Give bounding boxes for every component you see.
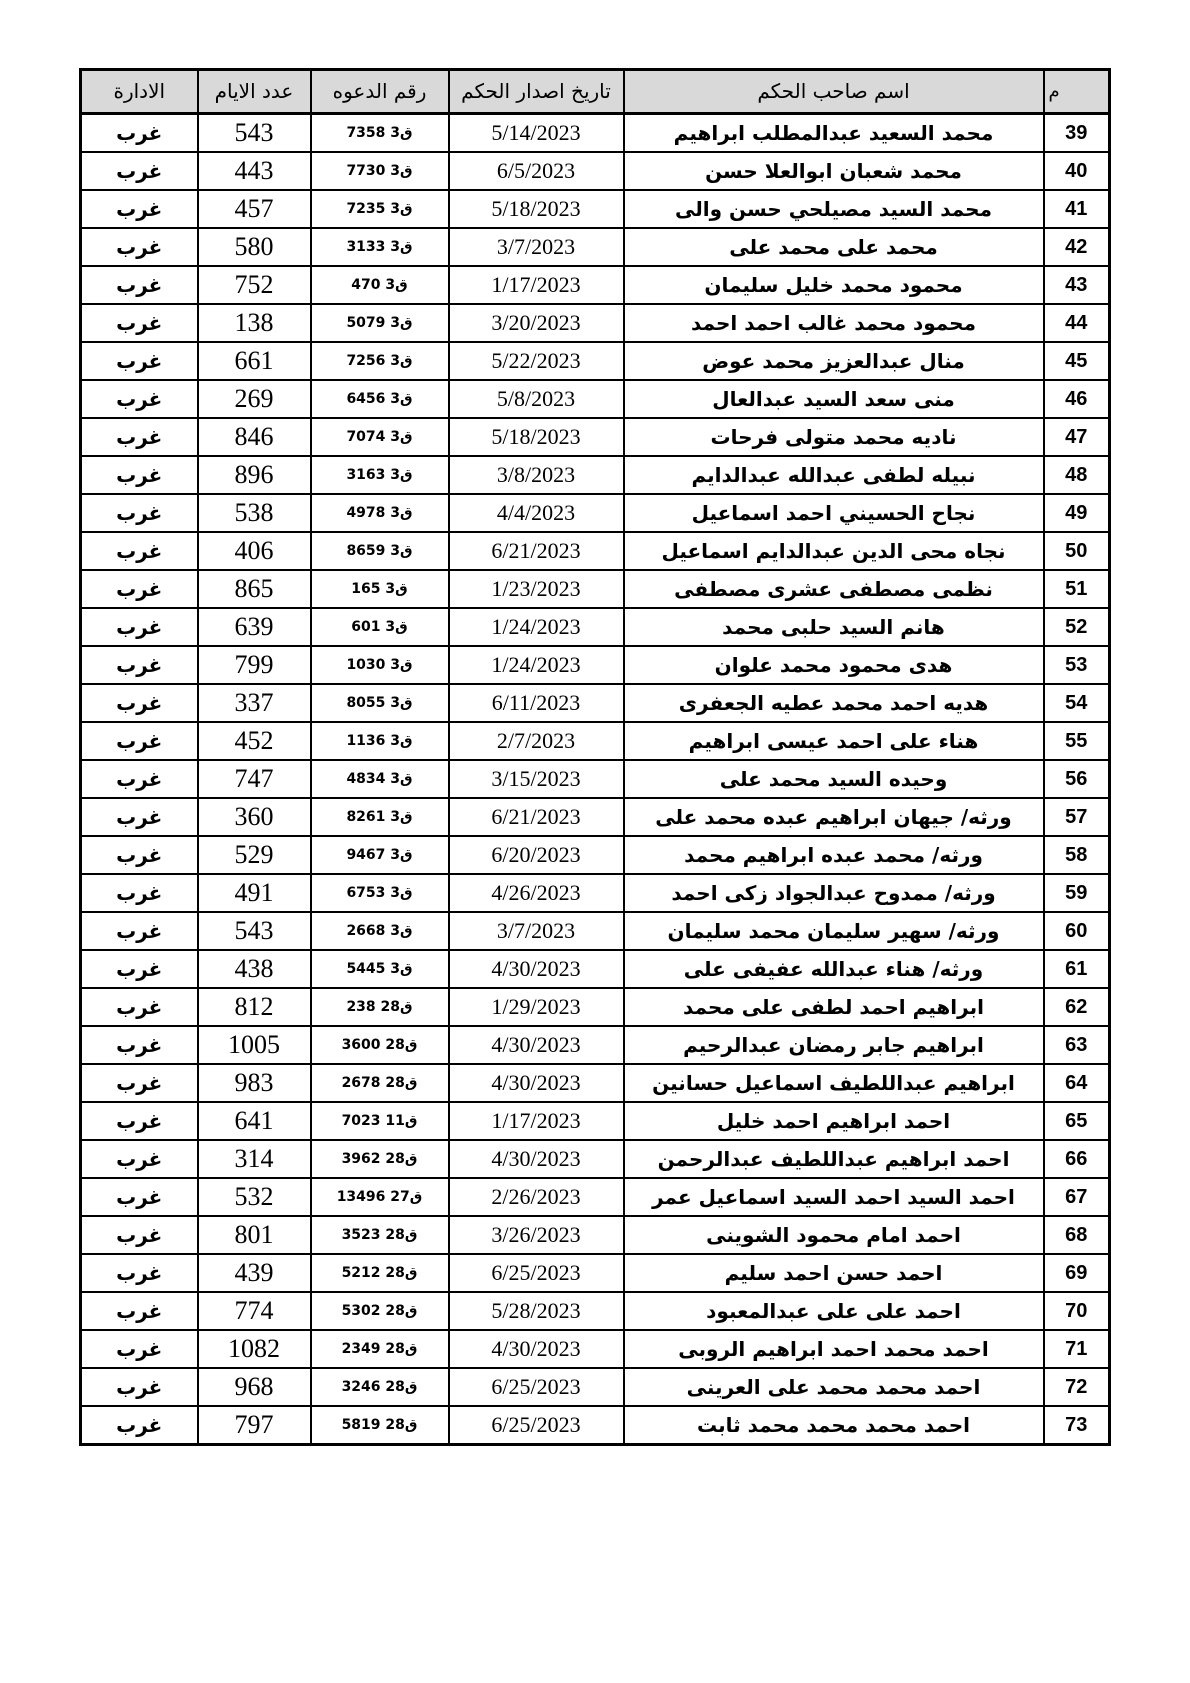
holder-name: احمد على على عبدالمعبود bbox=[624, 1292, 1044, 1330]
days-count: 491 bbox=[198, 874, 311, 912]
row-number: 44 bbox=[1044, 304, 1110, 342]
days-count: 639 bbox=[198, 608, 311, 646]
row-number: 48 bbox=[1044, 456, 1110, 494]
days-count: 406 bbox=[198, 532, 311, 570]
holder-name: نبيله لطفى عبدالله عبدالدايم bbox=[624, 456, 1044, 494]
case-number: 7256 ق3 bbox=[311, 342, 449, 380]
days-count: 438 bbox=[198, 950, 311, 988]
holder-name: منى سعد السيد عبدالعال bbox=[624, 380, 1044, 418]
holder-name: منال عبدالعزيز محمد عوض bbox=[624, 342, 1044, 380]
row-number: 73 bbox=[1044, 1406, 1110, 1445]
judgment-date: 4/30/2023 bbox=[449, 1026, 624, 1064]
holder-name: محمود محمد خليل سليمان bbox=[624, 266, 1044, 304]
holder-name: نجاح الحسيني احمد اسماعيل bbox=[624, 494, 1044, 532]
judgment-date: 5/8/2023 bbox=[449, 380, 624, 418]
holder-name: ورثه/ محمد عبده ابراهيم محمد bbox=[624, 836, 1044, 874]
judgment-date: 2/7/2023 bbox=[449, 722, 624, 760]
header-name: اسم صاحب الحكم bbox=[624, 70, 1044, 114]
table-row bbox=[81, 304, 1110, 342]
judgment-date: 1/29/2023 bbox=[449, 988, 624, 1026]
row-number: 70 bbox=[1044, 1292, 1110, 1330]
table-row bbox=[81, 494, 1110, 532]
row-number: 43 bbox=[1044, 266, 1110, 304]
table-row bbox=[81, 950, 1110, 988]
department: غرب bbox=[81, 874, 198, 912]
header-days: عدد الايام bbox=[198, 70, 311, 114]
days-count: 452 bbox=[198, 722, 311, 760]
table-row bbox=[81, 1406, 1110, 1445]
case-number: 5212 ق28 bbox=[311, 1254, 449, 1292]
row-number: 53 bbox=[1044, 646, 1110, 684]
row-number: 62 bbox=[1044, 988, 1110, 1026]
table-row bbox=[81, 1178, 1110, 1216]
judgment-date: 6/5/2023 bbox=[449, 152, 624, 190]
table-row bbox=[81, 1064, 1110, 1102]
table-row bbox=[81, 456, 1110, 494]
case-number: 7023 ق11 bbox=[311, 1102, 449, 1140]
case-number: 601 ق3 bbox=[311, 608, 449, 646]
department: غرب bbox=[81, 798, 198, 836]
row-number: 64 bbox=[1044, 1064, 1110, 1102]
holder-name: ورثه/ سهير سليمان محمد سليمان bbox=[624, 912, 1044, 950]
judgment-date: 6/25/2023 bbox=[449, 1406, 624, 1445]
judgment-date: 4/30/2023 bbox=[449, 950, 624, 988]
department: غرب bbox=[81, 722, 198, 760]
case-number: 165 ق3 bbox=[311, 570, 449, 608]
row-number: 57 bbox=[1044, 798, 1110, 836]
table-row bbox=[81, 1292, 1110, 1330]
department: غرب bbox=[81, 114, 198, 153]
days-count: 529 bbox=[198, 836, 311, 874]
row-number: 40 bbox=[1044, 152, 1110, 190]
table-row bbox=[81, 380, 1110, 418]
days-count: 747 bbox=[198, 760, 311, 798]
table-row bbox=[81, 418, 1110, 456]
department: غرب bbox=[81, 1368, 198, 1406]
department: غرب bbox=[81, 1140, 198, 1178]
department: غرب bbox=[81, 1216, 198, 1254]
holder-name: احمد ابراهيم احمد خليل bbox=[624, 1102, 1044, 1140]
days-count: 896 bbox=[198, 456, 311, 494]
department: غرب bbox=[81, 380, 198, 418]
case-number: 13496 ق27 bbox=[311, 1178, 449, 1216]
table-row bbox=[81, 1140, 1110, 1178]
holder-name: احمد ابراهيم عبداللطيف عبدالرحمن bbox=[624, 1140, 1044, 1178]
judgment-date: 5/18/2023 bbox=[449, 190, 624, 228]
holder-name: محمد على محمد على bbox=[624, 228, 1044, 266]
row-number: 42 bbox=[1044, 228, 1110, 266]
department: غرب bbox=[81, 342, 198, 380]
header-case: رقم الدعوه bbox=[311, 70, 449, 114]
row-number: 66 bbox=[1044, 1140, 1110, 1178]
case-number: 6753 ق3 bbox=[311, 874, 449, 912]
case-number: 3246 ق28 bbox=[311, 1368, 449, 1406]
table-row bbox=[81, 1026, 1110, 1064]
department: غرب bbox=[81, 190, 198, 228]
table-row bbox=[81, 1216, 1110, 1254]
table-body bbox=[81, 114, 1110, 1445]
case-number: 5819 ق28 bbox=[311, 1406, 449, 1445]
case-number: 8261 ق3 bbox=[311, 798, 449, 836]
row-number: 59 bbox=[1044, 874, 1110, 912]
days-count: 1005 bbox=[198, 1026, 311, 1064]
case-number: 7730 ق3 bbox=[311, 152, 449, 190]
case-number: 7235 ق3 bbox=[311, 190, 449, 228]
judgment-date: 6/20/2023 bbox=[449, 836, 624, 874]
holder-name: ناديه محمد متولى فرحات bbox=[624, 418, 1044, 456]
judgment-date: 6/21/2023 bbox=[449, 798, 624, 836]
row-number: 63 bbox=[1044, 1026, 1110, 1064]
row-number: 50 bbox=[1044, 532, 1110, 570]
row-number: 54 bbox=[1044, 684, 1110, 722]
case-number: 8055 ق3 bbox=[311, 684, 449, 722]
row-number: 51 bbox=[1044, 570, 1110, 608]
days-count: 812 bbox=[198, 988, 311, 1026]
holder-name: احمد حسن احمد سليم bbox=[624, 1254, 1044, 1292]
judgment-date: 1/24/2023 bbox=[449, 608, 624, 646]
judgment-date: 6/25/2023 bbox=[449, 1368, 624, 1406]
holder-name: نظمى مصطفى عشرى مصطفى bbox=[624, 570, 1044, 608]
department: غرب bbox=[81, 304, 198, 342]
judgment-date: 4/26/2023 bbox=[449, 874, 624, 912]
judgment-date: 1/17/2023 bbox=[449, 1102, 624, 1140]
row-number: 60 bbox=[1044, 912, 1110, 950]
department: غرب bbox=[81, 1292, 198, 1330]
holder-name: هانم السيد حلبى محمد bbox=[624, 608, 1044, 646]
table-header-row bbox=[81, 70, 1110, 114]
holder-name: احمد محمد محمد على العرينى bbox=[624, 1368, 1044, 1406]
days-count: 797 bbox=[198, 1406, 311, 1445]
table-row bbox=[81, 1102, 1110, 1140]
judgment-date: 1/23/2023 bbox=[449, 570, 624, 608]
case-number: 4834 ق3 bbox=[311, 760, 449, 798]
holder-name: ورثه/ ممدوح عبدالجواد زكى احمد bbox=[624, 874, 1044, 912]
days-count: 968 bbox=[198, 1368, 311, 1406]
holder-name: محمد شعبان ابوالعلا حسن bbox=[624, 152, 1044, 190]
judgment-date: 1/24/2023 bbox=[449, 646, 624, 684]
document-sheet bbox=[82, 68, 1111, 1446]
judgment-date: 5/14/2023 bbox=[449, 114, 624, 153]
case-number: 2668 ق3 bbox=[311, 912, 449, 950]
row-number: 69 bbox=[1044, 1254, 1110, 1292]
days-count: 801 bbox=[198, 1216, 311, 1254]
row-number: 72 bbox=[1044, 1368, 1110, 1406]
holder-name: احمد السيد احمد السيد اسماعيل عمر bbox=[624, 1178, 1044, 1216]
department: غرب bbox=[81, 646, 198, 684]
table-row bbox=[81, 342, 1110, 380]
days-count: 439 bbox=[198, 1254, 311, 1292]
case-number: 8659 ق3 bbox=[311, 532, 449, 570]
days-count: 1082 bbox=[198, 1330, 311, 1368]
row-number: 46 bbox=[1044, 380, 1110, 418]
judgments-table bbox=[79, 68, 1111, 1446]
table-row bbox=[81, 722, 1110, 760]
department: غرب bbox=[81, 266, 198, 304]
holder-name: احمد محمد محمد محمد ثابت bbox=[624, 1406, 1044, 1445]
department: غرب bbox=[81, 1064, 198, 1102]
judgment-date: 3/26/2023 bbox=[449, 1216, 624, 1254]
table-row bbox=[81, 760, 1110, 798]
case-number: 3962 ق28 bbox=[311, 1140, 449, 1178]
row-number: 67 bbox=[1044, 1178, 1110, 1216]
department: غرب bbox=[81, 228, 198, 266]
table-row bbox=[81, 570, 1110, 608]
department: غرب bbox=[81, 684, 198, 722]
holder-name: ورثه/ هناء عبدالله عفيفى على bbox=[624, 950, 1044, 988]
days-count: 983 bbox=[198, 1064, 311, 1102]
judgment-date: 1/17/2023 bbox=[449, 266, 624, 304]
department: غرب bbox=[81, 418, 198, 456]
days-count: 543 bbox=[198, 912, 311, 950]
table-row bbox=[81, 912, 1110, 950]
holder-name: هناء على احمد عيسى ابراهيم bbox=[624, 722, 1044, 760]
holder-name: ابراهيم عبداللطيف اسماعيل حسانين bbox=[624, 1064, 1044, 1102]
holder-name: هدى محمود محمد علوان bbox=[624, 646, 1044, 684]
table-row bbox=[81, 1368, 1110, 1406]
days-count: 846 bbox=[198, 418, 311, 456]
days-count: 543 bbox=[198, 114, 311, 153]
department: غرب bbox=[81, 1178, 198, 1216]
department: غرب bbox=[81, 570, 198, 608]
holder-name: ابراهيم جابر رمضان عبدالرحيم bbox=[624, 1026, 1044, 1064]
days-count: 641 bbox=[198, 1102, 311, 1140]
holder-name: ابراهيم احمد لطفى على محمد bbox=[624, 988, 1044, 1026]
case-number: 4978 ق3 bbox=[311, 494, 449, 532]
department: غرب bbox=[81, 836, 198, 874]
row-number: 68 bbox=[1044, 1216, 1110, 1254]
row-number: 41 bbox=[1044, 190, 1110, 228]
judgment-date: 3/15/2023 bbox=[449, 760, 624, 798]
days-count: 443 bbox=[198, 152, 311, 190]
holder-name: هديه احمد محمد عطيه الجعفرى bbox=[624, 684, 1044, 722]
department: غرب bbox=[81, 456, 198, 494]
department: غرب bbox=[81, 1026, 198, 1064]
department: غرب bbox=[81, 912, 198, 950]
case-number: 2349 ق28 bbox=[311, 1330, 449, 1368]
judgment-date: 6/11/2023 bbox=[449, 684, 624, 722]
row-number: 65 bbox=[1044, 1102, 1110, 1140]
table-row bbox=[81, 266, 1110, 304]
table-row bbox=[81, 988, 1110, 1026]
days-count: 269 bbox=[198, 380, 311, 418]
header-date: تاريخ اصدار الحكم bbox=[449, 70, 624, 114]
case-number: 3133 ق3 bbox=[311, 228, 449, 266]
department: غرب bbox=[81, 760, 198, 798]
judgment-date: 5/28/2023 bbox=[449, 1292, 624, 1330]
row-number: 52 bbox=[1044, 608, 1110, 646]
case-number: 7074 ق3 bbox=[311, 418, 449, 456]
days-count: 752 bbox=[198, 266, 311, 304]
days-count: 360 bbox=[198, 798, 311, 836]
judgment-date: 6/25/2023 bbox=[449, 1254, 624, 1292]
case-number: 238 ق28 bbox=[311, 988, 449, 1026]
table-row bbox=[81, 836, 1110, 874]
row-number: 45 bbox=[1044, 342, 1110, 380]
case-number: 5079 ق3 bbox=[311, 304, 449, 342]
case-number: 5302 ق28 bbox=[311, 1292, 449, 1330]
judgment-date: 5/18/2023 bbox=[449, 418, 624, 456]
table-row bbox=[81, 646, 1110, 684]
case-number: 3600 ق28 bbox=[311, 1026, 449, 1064]
days-count: 799 bbox=[198, 646, 311, 684]
row-number: 49 bbox=[1044, 494, 1110, 532]
judgment-date: 6/21/2023 bbox=[449, 532, 624, 570]
judgment-date: 4/4/2023 bbox=[449, 494, 624, 532]
case-number: 470 ق3 bbox=[311, 266, 449, 304]
department: غرب bbox=[81, 152, 198, 190]
case-number: 2678 ق28 bbox=[311, 1064, 449, 1102]
judgment-date: 3/7/2023 bbox=[449, 912, 624, 950]
case-number: 1030 ق3 bbox=[311, 646, 449, 684]
table-row bbox=[81, 532, 1110, 570]
days-count: 138 bbox=[198, 304, 311, 342]
days-count: 580 bbox=[198, 228, 311, 266]
judgment-date: 3/20/2023 bbox=[449, 304, 624, 342]
holder-name: نجاه محى الدين عبدالدايم اسماعيل bbox=[624, 532, 1044, 570]
header-num: م bbox=[1044, 70, 1110, 114]
department: غرب bbox=[81, 494, 198, 532]
table-row bbox=[81, 114, 1110, 153]
days-count: 337 bbox=[198, 684, 311, 722]
holder-name: احمد امام محمود الشوينى bbox=[624, 1216, 1044, 1254]
department: غرب bbox=[81, 950, 198, 988]
table-row bbox=[81, 1330, 1110, 1368]
judgment-date: 3/7/2023 bbox=[449, 228, 624, 266]
judgment-date: 2/26/2023 bbox=[449, 1178, 624, 1216]
row-number: 61 bbox=[1044, 950, 1110, 988]
row-number: 58 bbox=[1044, 836, 1110, 874]
case-number: 6456 ق3 bbox=[311, 380, 449, 418]
table-row bbox=[81, 798, 1110, 836]
department: غرب bbox=[81, 1406, 198, 1445]
case-number: 7358 ق3 bbox=[311, 114, 449, 153]
department: غرب bbox=[81, 608, 198, 646]
case-number: 3523 ق28 bbox=[311, 1216, 449, 1254]
holder-name: محمود محمد غالب احمد احمد bbox=[624, 304, 1044, 342]
row-number: 56 bbox=[1044, 760, 1110, 798]
holder-name: محمد السعيد عبدالمطلب ابراهيم bbox=[624, 114, 1044, 153]
table-row bbox=[81, 684, 1110, 722]
days-count: 532 bbox=[198, 1178, 311, 1216]
case-number: 3163 ق3 bbox=[311, 456, 449, 494]
case-number: 1136 ق3 bbox=[311, 722, 449, 760]
days-count: 457 bbox=[198, 190, 311, 228]
table-row bbox=[81, 874, 1110, 912]
case-number: 9467 ق3 bbox=[311, 836, 449, 874]
header-dept: الادارة bbox=[81, 70, 198, 114]
row-number: 39 bbox=[1044, 114, 1110, 153]
case-number: 5445 ق3 bbox=[311, 950, 449, 988]
holder-name: محمد السيد مصيلحي حسن والى bbox=[624, 190, 1044, 228]
department: غرب bbox=[81, 988, 198, 1026]
table-row bbox=[81, 228, 1110, 266]
holder-name: احمد محمد احمد ابراهيم الروبى bbox=[624, 1330, 1044, 1368]
table-row bbox=[81, 608, 1110, 646]
judgment-date: 4/30/2023 bbox=[449, 1064, 624, 1102]
row-number: 71 bbox=[1044, 1330, 1110, 1368]
days-count: 774 bbox=[198, 1292, 311, 1330]
judgment-date: 5/22/2023 bbox=[449, 342, 624, 380]
department: غرب bbox=[81, 532, 198, 570]
holder-name: وحيده السيد محمد على bbox=[624, 760, 1044, 798]
holder-name: ورثه/ جيهان ابراهيم عبده محمد على bbox=[624, 798, 1044, 836]
department: غرب bbox=[81, 1254, 198, 1292]
days-count: 314 bbox=[198, 1140, 311, 1178]
judgment-date: 3/8/2023 bbox=[449, 456, 624, 494]
row-number: 47 bbox=[1044, 418, 1110, 456]
days-count: 538 bbox=[198, 494, 311, 532]
table-row bbox=[81, 190, 1110, 228]
days-count: 865 bbox=[198, 570, 311, 608]
judgment-date: 4/30/2023 bbox=[449, 1330, 624, 1368]
department: غرب bbox=[81, 1102, 198, 1140]
judgment-date: 4/30/2023 bbox=[449, 1140, 624, 1178]
department: غرب bbox=[81, 1330, 198, 1368]
table-row bbox=[81, 1254, 1110, 1292]
days-count: 661 bbox=[198, 342, 311, 380]
row-number: 55 bbox=[1044, 722, 1110, 760]
table-row bbox=[81, 152, 1110, 190]
